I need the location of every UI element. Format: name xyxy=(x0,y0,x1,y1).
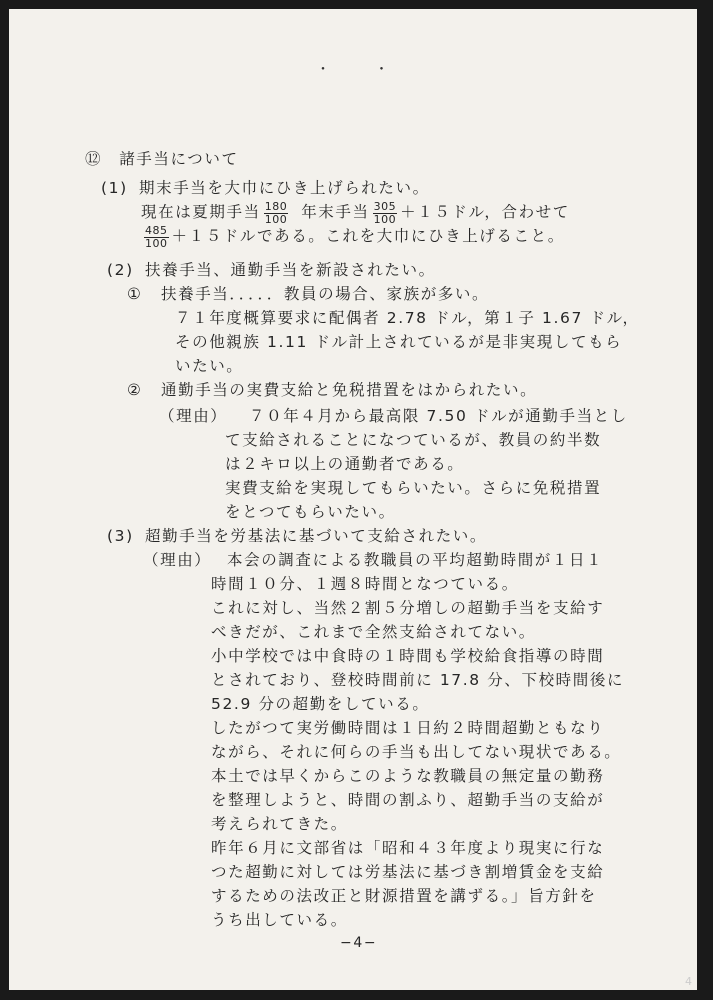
sub1-label: ① xyxy=(127,285,143,303)
reason-line: するための法改正と財源措置を講ずる。」旨方針を xyxy=(211,887,597,905)
fraction-summer: $\frac{180}{100}$ xyxy=(264,200,288,226)
item1-line1 xyxy=(141,201,570,225)
corner-mark: 4 xyxy=(685,975,692,988)
sub2-line2: て支給されることになつているが、教員の約半数 xyxy=(225,431,602,449)
sub2-line4: 実費支給を実現してもらいたい。さらに免税措置 xyxy=(225,479,602,497)
item1-line2 xyxy=(141,225,565,249)
sub2-reason-label: （理由） xyxy=(159,407,228,425)
reason-line: 考えられてきた。 xyxy=(211,815,348,833)
reason-line: 時間１０分、１週８時間となつている。 xyxy=(211,575,519,593)
reason-line: とされており、登校時間前に 17.8 分、下校時間後に xyxy=(211,671,625,689)
sub1-text: 扶養手当．．．．．教員の場合、家族が多い。 xyxy=(161,285,490,303)
reason-line: ながら、それに何らの手当も出してない現状である。 xyxy=(211,743,622,761)
item3-reason-label: （理由） xyxy=(143,551,212,569)
document-page xyxy=(9,9,697,990)
item1-line1-b: 年末手当 xyxy=(301,203,370,222)
reason-line: 52.9 分の超勤をしている。 xyxy=(211,695,430,713)
section-heading: ⑫ 諸手当について xyxy=(85,150,239,168)
sub2-text: 通勤手当の実費支給と免税措置をはかられたい。 xyxy=(161,381,538,399)
sub1-line3: その他親族 1.11 ドル計上されているが是非実現してもら xyxy=(175,333,623,351)
reason-line: これに対し、当然２割５分増しの超勤手当を支給す xyxy=(211,599,605,617)
sub2-line5: をとつてもらいたい。 xyxy=(225,503,396,521)
reason-line: 昨年６月に文部省は「昭和４３年度より現実に行な xyxy=(211,839,605,857)
sub2-label: ② xyxy=(127,381,143,399)
reason-line: を整理しようと、時間の割ふり、超勤手当の支給が xyxy=(211,791,605,809)
reason-line: うち出している。 xyxy=(211,911,348,929)
sub2-line3: は２キロ以上の通勤者である。 xyxy=(225,455,465,473)
reason-line: したがつて実労働時間は１日約２時間超勤ともなり xyxy=(211,719,605,737)
top-marks: ・ ・ xyxy=(316,62,409,78)
fraction-total: $\frac{485}{100}$ xyxy=(145,224,168,250)
reason-line: つた超勤に対しては労基法に基づき割増賃金を支給 xyxy=(211,863,605,881)
reason-line: 本会の調査による教職員の平均超勤時間が１日１ xyxy=(227,551,604,569)
reason-line: 本土では早くからこのような教職員の無定量の勤務 xyxy=(211,767,605,785)
reason-line: べきだが、これまで全然支給されてない。 xyxy=(211,623,536,641)
item2-label: (2) xyxy=(107,261,134,279)
fraction-winter: $\frac{305}{100}$ xyxy=(373,200,397,226)
sub1-line4: いたい。 xyxy=(175,357,244,375)
item1-label: (1) xyxy=(101,179,128,197)
item3-label: (3) xyxy=(107,527,134,545)
page-number: −4− xyxy=(340,935,378,951)
item3-title: 超勤手当を労基法に基づいて支給されたい。 xyxy=(145,527,488,545)
sub2-line1: ７０年４月から最高限 7.50 ドルが通勤手当とし xyxy=(249,407,628,425)
item1-line2-text: ＋１５ドルである。これを大巾にひき上げること。 xyxy=(171,227,565,246)
item2-title: 扶養手当、通勤手当を新設されたい。 xyxy=(145,261,436,279)
item1-line1-a: 現在は夏期手当 xyxy=(141,203,261,222)
item1-line1-c: ＋１５ドル，合わせて xyxy=(400,203,570,222)
reason-line: 小中学校では中食時の１時間も学校給食指導の時間 xyxy=(211,647,605,665)
item1-title: 期末手当を大巾にひき上げられたい。 xyxy=(139,179,430,197)
sub1-line2: ７１年度概算要求に配偶者 2.78 ドル，第１子 1.67 ドル， xyxy=(175,309,640,327)
